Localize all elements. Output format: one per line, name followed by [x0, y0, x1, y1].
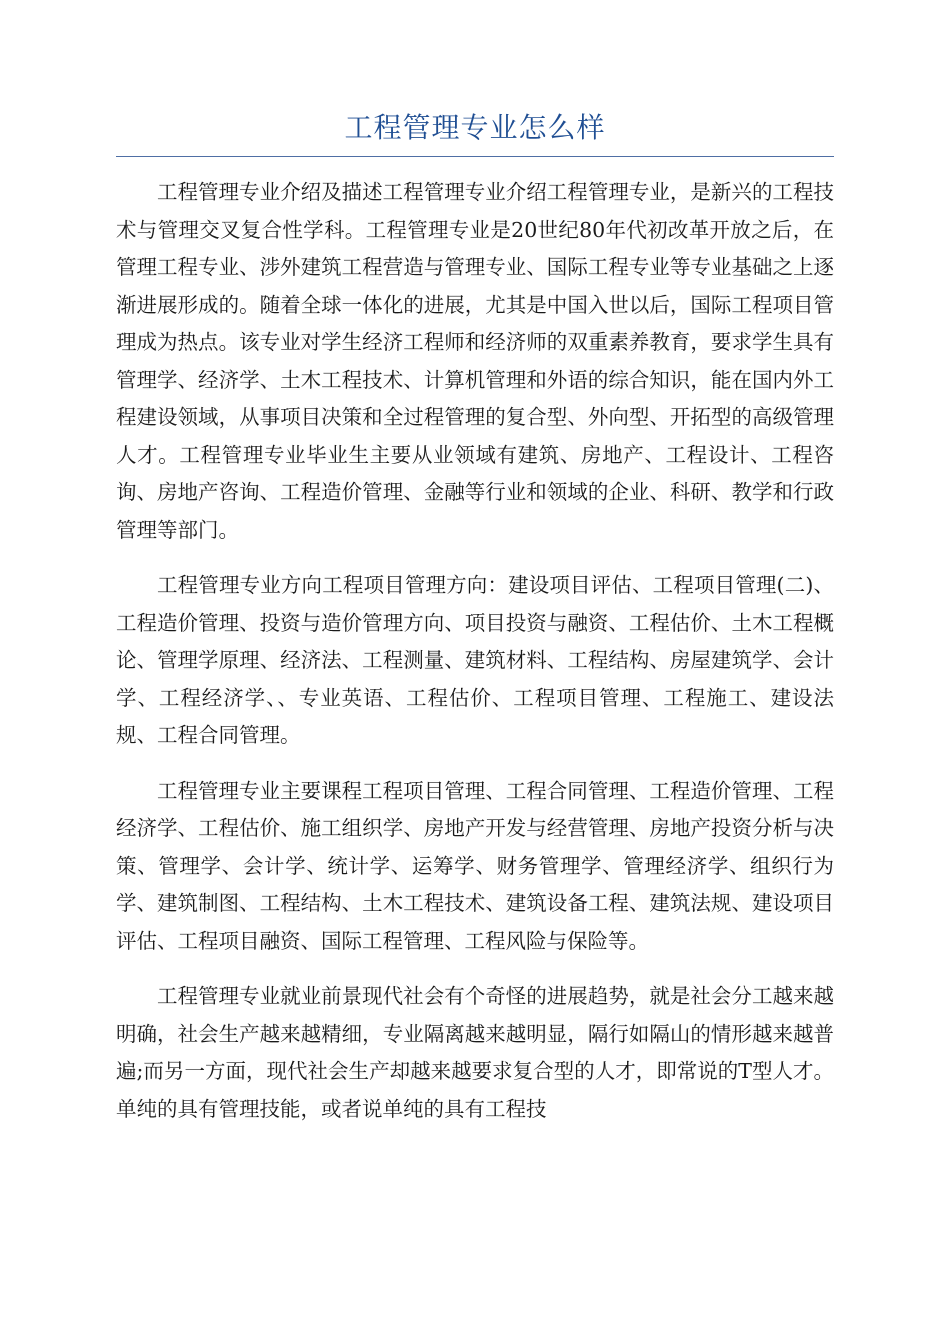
document-body: [116, 174, 834, 1146]
title-block: [116, 108, 834, 157]
paragraph-career-prospects: 工程管理专业就业前景现代社会有个奇怪的进展趋势，就是社会分工越来越明确，社会生产越来越精细，专业隔离越来越明显，隔行如隔山的情形越来越普遍;而另一方面，现代社会生产却越来越要求复合型的人才，即常说的T型人才。单纯的具有管理技能，或者说单纯的具有工程技: [116, 984, 834, 1121]
paragraph-specialization: 工程管理专业方向工程项目管理方向：建设项目评估、工程项目管理(二)、工程造价管理、投资与造价管理方向、项目投资与融资、工程估价、土木工程概论、管理学原理、经济法、工程测量、建筑材料、工程结构、房屋建筑学、会计学、工程经济学、、专业英语、工程估价、工程项目管理、工程施工、建设法规、工程合同管理。: [116, 573, 834, 747]
paragraph-main-courses: 工程管理专业主要课程工程项目管理、工程合同管理、工程造价管理、工程经济学、工程估价、施工组织学、房地产开发与经营管理、房地产投资分析与决策、管理学、会计学、统计学、运筹学、财务管理学、管理经济学、组织行为学、建筑制图、工程结构、土木工程技术、建筑设备工程、建筑法规、建设项目评估、工程项目融资、国际工程管理、工程风险与保险等。: [116, 778, 834, 953]
page-title: 工程管理专业怎么样: [344, 111, 606, 144]
paragraph-introduction: 工程管理专业介绍及描述工程管理专业介绍工程管理专业，是新兴的工程技术与管理交叉复合性学科。工程管理专业是20世纪80年代初改革开放之后，在管理工程专业、涉外建筑工程营造与管理专业、国际工程专业等专业基础之上逐渐进展形成的。随着全球一体化的进展，尤其是中国入世以后，国际工程项目管理成为热点。该专业对学生经济工程师和经济师的双重素养教育，要求学生具有管理学、经济学、土木工程技术、计算机管理和外语的综合知识，能在国内外工程建设领域，从事项目决策和全过程管理的复合型、外向型、开拓型的高级管理人才。工程管理专业毕业生主要从业领域有建筑、房地产、工程设计、工程咨询、房地产咨询、工程造价管理、金融等行业和领域的企业、科研、教学和行政管理等部门。: [116, 180, 834, 542]
